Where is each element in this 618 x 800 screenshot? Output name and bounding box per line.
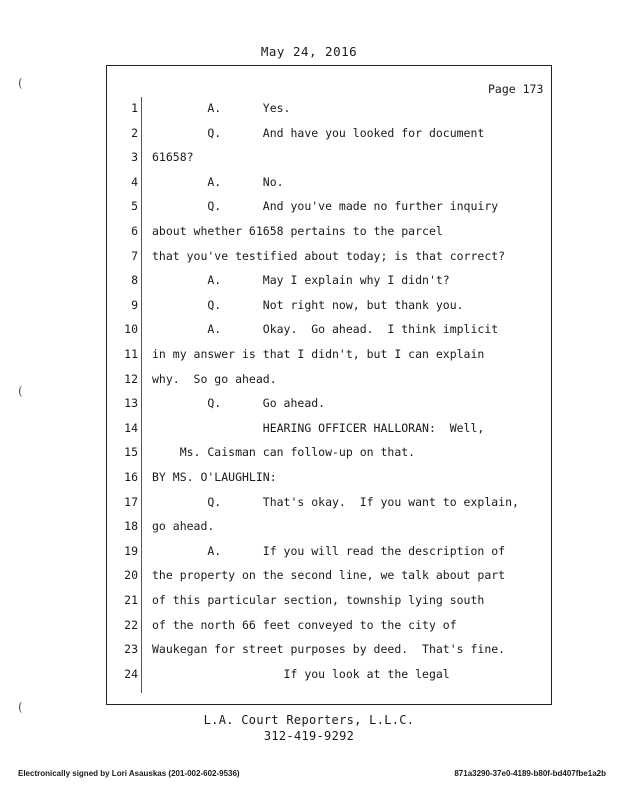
line-text: Q. And you've made no further inquiry — [152, 199, 499, 214]
line-text: of this particular section, township lying south — [152, 593, 485, 607]
transcript-line — [106, 519, 552, 539]
electronic-signature-line: Electronically signed by Lori Asauskas (201-002-602-9536) — [18, 769, 240, 778]
line-number: 1 — [131, 101, 138, 115]
line-number: 17 — [124, 494, 138, 509]
line-number: 12 — [124, 371, 138, 386]
line-text: of the north 66 feet conveyed to the city of — [152, 617, 457, 632]
line-number: 18 — [124, 519, 138, 534]
transcript-line — [106, 396, 552, 416]
transcript-line — [106, 642, 552, 662]
transcript-line — [106, 322, 552, 342]
transcript-line — [106, 199, 552, 219]
transcript-line — [106, 593, 552, 613]
transcript-line — [106, 175, 552, 195]
hole-punch-mark: ( — [18, 76, 23, 90]
line-number: 14 — [124, 420, 138, 435]
line-number: 11 — [124, 347, 138, 361]
line-number: 15 — [124, 445, 138, 460]
line-number: 4 — [131, 174, 138, 189]
line-text: the property on the second line, we talk about part — [152, 568, 506, 583]
line-text: A. Okay. Go ahead. I think implicit — [152, 322, 499, 337]
line-number: 2 — [131, 125, 138, 140]
transcript-line — [106, 298, 552, 318]
line-number: 10 — [124, 322, 138, 337]
transcript-line — [106, 667, 552, 687]
line-text: Q. Not right now, but thank you. — [152, 297, 464, 312]
line-number: 3 — [131, 150, 138, 165]
transcript-line — [106, 421, 552, 441]
line-text: A. May I explain why I didn't? — [152, 273, 450, 288]
transcript-line — [106, 101, 552, 121]
transcript-line — [106, 445, 552, 465]
transcript-line — [106, 372, 552, 392]
transcript-line — [106, 347, 552, 367]
line-number: 21 — [124, 593, 138, 607]
line-text: about whether 61658 pertains to the parcel — [152, 224, 443, 238]
line-number: 23 — [124, 642, 138, 657]
line-text: HEARING OFFICER HALLORAN: Well, — [152, 420, 485, 435]
line-text: go ahead. — [152, 519, 215, 534]
line-text: Q. And have you looked for document — [152, 125, 485, 140]
line-text: BY MS. O'LAUGHLIN: — [152, 470, 277, 484]
transcript-line — [106, 273, 552, 293]
line-text: A. No. — [152, 174, 284, 189]
transcript-line — [106, 568, 552, 588]
line-number: 13 — [124, 396, 138, 411]
line-number: 24 — [124, 666, 138, 681]
line-text: A. Yes. — [152, 101, 291, 115]
line-number: 22 — [124, 617, 138, 632]
transcript-line — [106, 249, 552, 269]
line-text: Q. That's okay. If you want to explain, — [152, 494, 519, 509]
transcript-line — [106, 126, 552, 146]
line-number: 5 — [131, 199, 138, 214]
line-text: Ms. Caisman can follow-up on that. — [152, 445, 416, 460]
transcript-line — [106, 618, 552, 638]
page-number: Page 173 — [488, 82, 544, 96]
line-number: 7 — [131, 248, 138, 263]
deposition-date: May 24, 2016 — [260, 44, 358, 59]
transcript-line — [106, 150, 552, 170]
line-text: why. So go ahead. — [152, 371, 277, 386]
line-number: 6 — [131, 224, 138, 238]
line-number: 19 — [124, 543, 138, 558]
transcript-line — [106, 495, 552, 515]
document-id: 871a3290-37e0-4189-b80f-bd407fbe1a2b — [454, 769, 606, 778]
line-text: Waukegan for street purposes by deed. That's fine. — [152, 642, 506, 657]
transcript-line — [106, 470, 552, 490]
line-number: 8 — [131, 273, 138, 288]
court-reporter-phone: 312-419-9292 — [263, 729, 355, 743]
line-text: that you've testified about today; is that correct? — [152, 248, 506, 263]
line-number: 16 — [124, 470, 138, 484]
hole-punch-mark: ( — [18, 700, 23, 714]
line-text: 61658? — [152, 150, 194, 165]
line-text: Q. Go ahead. — [152, 396, 326, 411]
court-reporter-name: L.A. Court Reporters, L.L.C. — [203, 713, 415, 727]
line-number: 9 — [131, 297, 138, 312]
hole-punch-mark: ( — [18, 384, 23, 398]
line-text: A. If you will read the description of — [152, 543, 506, 558]
transcript-line — [106, 224, 552, 244]
line-text: If you look at the legal — [152, 666, 450, 681]
transcript-line — [106, 544, 552, 564]
line-text: in my answer is that I didn't, but I can explain — [152, 347, 485, 361]
line-number: 20 — [124, 568, 138, 583]
